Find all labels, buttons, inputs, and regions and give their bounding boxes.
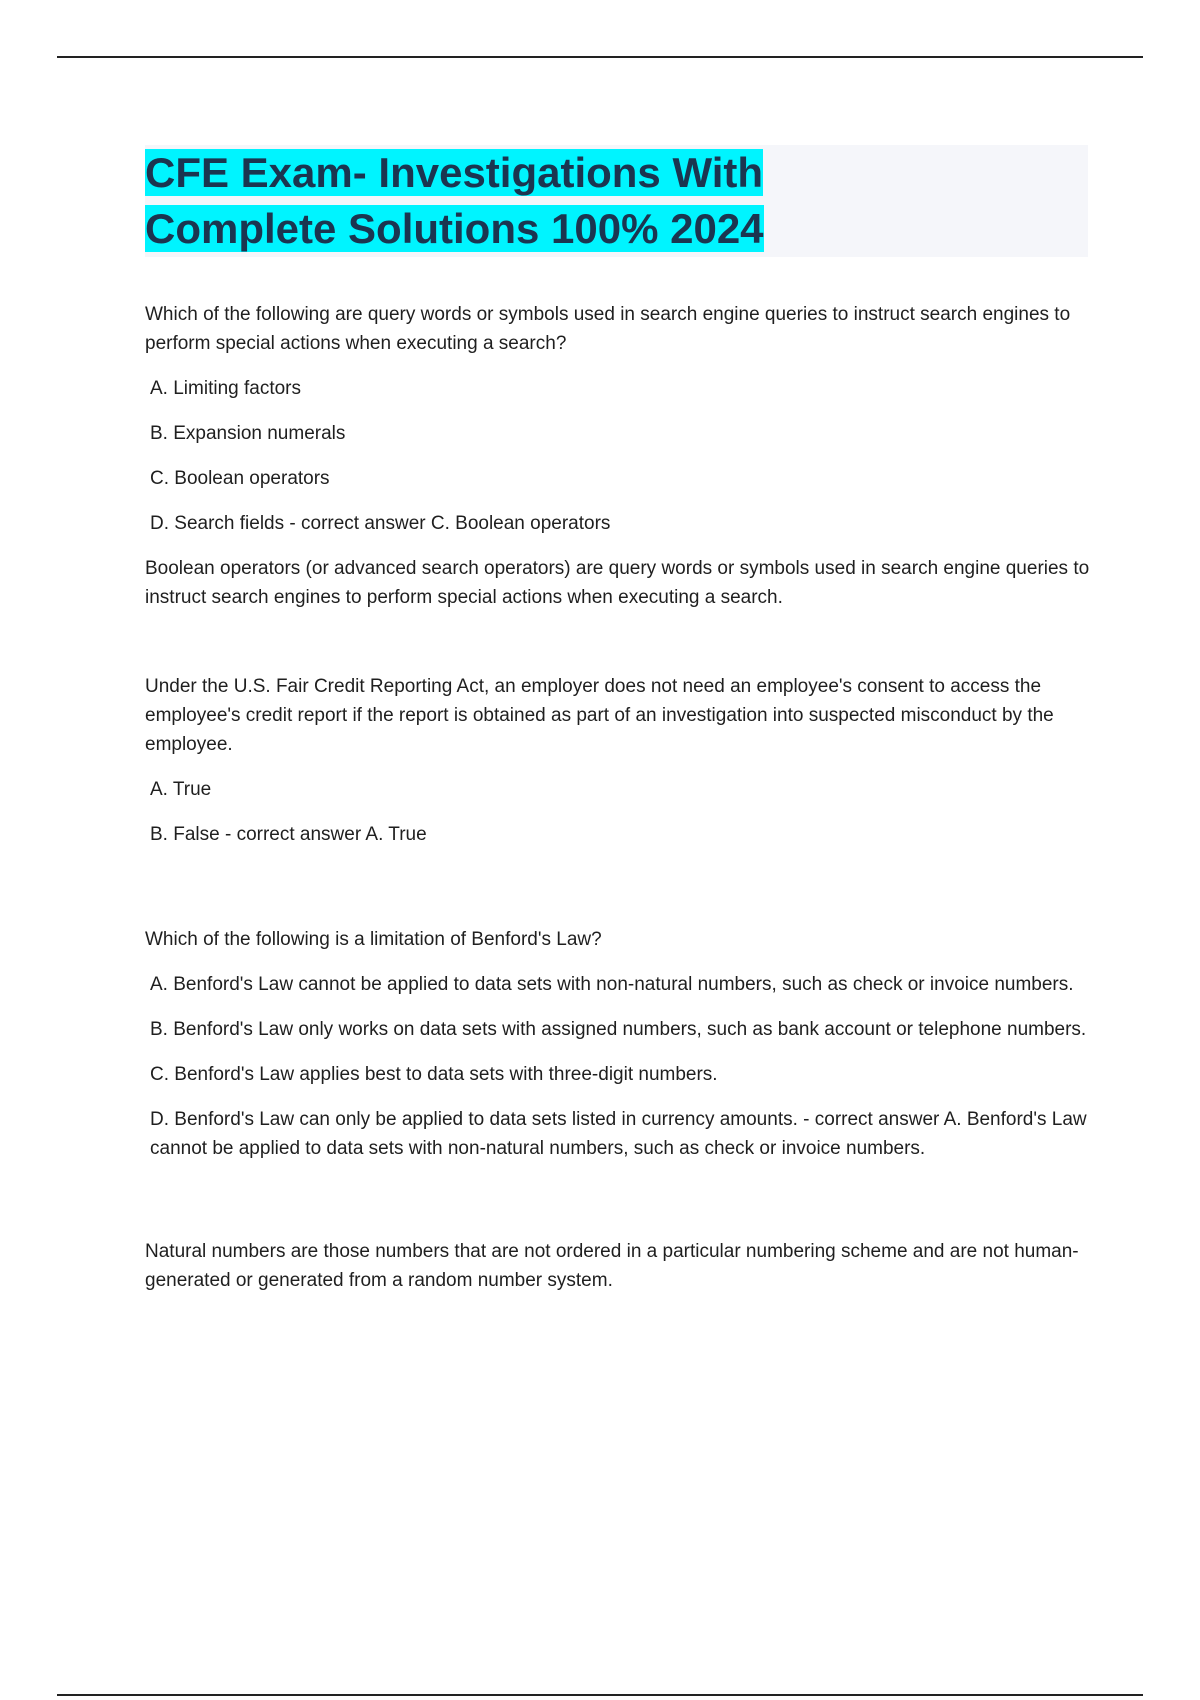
answer-option: A. Limiting factors (150, 378, 301, 399)
document-body (145, 300, 1090, 1295)
top-rule (57, 56, 1143, 58)
answer-option: C. Boolean operators (150, 468, 330, 489)
answer-option: B. Expansion numerals (150, 423, 346, 444)
answer-option: D. Benford's Law can only be applied to data sets listed in currency amounts. - correct answer A. Benford's Law cannot be applied to data sets with non-natural numbers, such as check or invoice numbers. (150, 1109, 1087, 1159)
page-title (145, 145, 865, 257)
question-2 (145, 672, 1090, 849)
question-text: Which of the following are query words or symbols used in search engine queries to instruct search engines to perform special actions when executing a search? (145, 304, 1071, 354)
answer-option: B. False - correct answer A. True (150, 824, 427, 845)
page-title-text: CFE Exam- Investigations With Complete Solutions 100% 2024 (145, 149, 764, 252)
answer-explanation: Boolean operators (or advanced search operators) are query words or symbols used in search engine queries to instruct search engines to perform special actions when executing a search. (145, 558, 1090, 608)
answer-option: C. Benford's Law applies best to data sets with three-digit numbers. (150, 1064, 718, 1085)
bottom-rule (57, 1694, 1143, 1696)
answer-explanation: Natural numbers are those numbers that are not ordered in a particular numbering scheme and are not human-generated or generated from a random number system. (145, 1241, 1079, 1291)
answer-option: B. Benford's Law only works on data sets with assigned numbers, such as bank account or telephone numbers. (150, 1019, 1087, 1040)
answer-option: D. Search fields - correct answer C. Boolean operators (150, 513, 611, 534)
question-1 (145, 300, 1090, 612)
answer-option: A. Benford's Law cannot be applied to data sets with non-natural numbers, such as check or invoice numbers. (150, 974, 1074, 995)
question-3 (145, 925, 1090, 1295)
answer-option: A. True (150, 779, 212, 800)
question-text: Under the U.S. Fair Credit Reporting Act, an employer does not need an employee's consent to access the employee's credit report if the report is obtained as part of an investigation into suspected misconduct by the employee. (145, 676, 1054, 755)
question-text: Which of the following is a limitation of Benford's Law? (145, 929, 602, 950)
